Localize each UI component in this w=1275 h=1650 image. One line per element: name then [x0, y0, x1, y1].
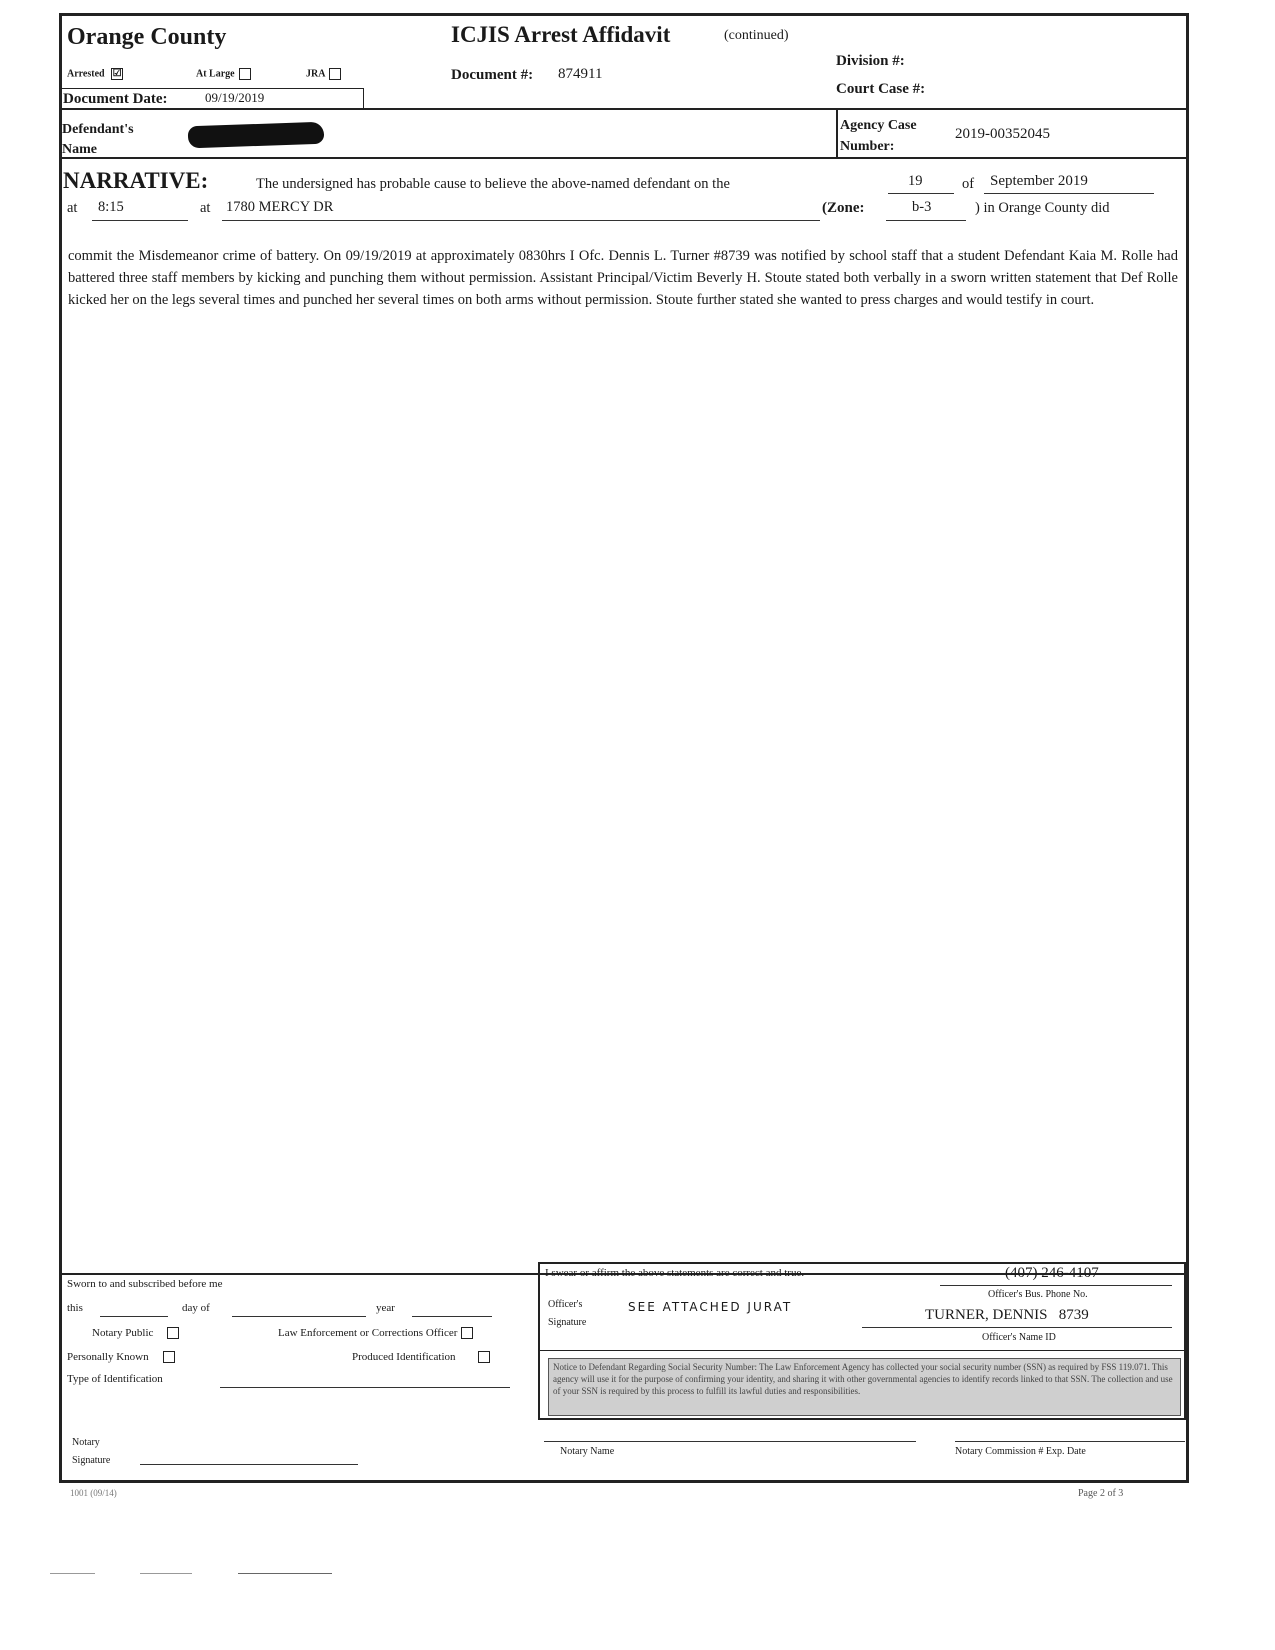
county-title: Orange County [67, 24, 227, 50]
see-attached-jurat: SEE ATTACHED JURAT [628, 1300, 793, 1314]
zone-underline [886, 220, 966, 221]
defendant-divider [59, 157, 1189, 159]
notary-signature-label: Notary Signature [72, 1437, 111, 1466]
at-large-checkbox[interactable] [196, 68, 251, 80]
court-case-label: Court Case #: [836, 81, 926, 97]
narrative-at-label-2: at [200, 200, 211, 216]
narrative-at-label: at [67, 200, 78, 216]
this-label: this [67, 1302, 83, 1314]
notary-commission-underline [955, 1441, 1185, 1442]
defendant-name-label: Defendant's Name [62, 122, 134, 157]
form-number: 1001 (09/14) [70, 1488, 117, 1498]
swear-statement: I swear or affirm the above statements are correct and true. [545, 1267, 805, 1279]
agency-case-label: Agency Case Number: [840, 118, 917, 154]
notary-public-box-icon [167, 1327, 179, 1339]
arrested-label: Arrested [67, 68, 105, 80]
month-underline [984, 193, 1154, 194]
narrative-body: commit the Misdemeanor crime of battery. On 09/19/2019 at approximately 0830hrs I Ofc. Dennis L. Turner #8739 was notified by school staff that a student Defendant Kaia M. Rolle had battered three staff members by kicking and punching them without permission. Assistant Principal/Victim Beverly H. Stoute stated both verbally in a sworn written statement that Def Rolle kicked her on the legs several times and punched her several times on both arms without permission. Stoute further stated she wanted to press charges and would testify in court. [68, 248, 1178, 308]
county-suffix: ) in Orange County did [975, 200, 1110, 216]
leo-box-icon [461, 1327, 473, 1339]
scan-mark [238, 1573, 332, 1574]
notice-divider [538, 1350, 1186, 1351]
notary-public-label: Notary Public [92, 1327, 154, 1339]
document-num-label: Document #: [451, 67, 534, 83]
narrative-day: 19 [908, 173, 923, 189]
scan-mark [140, 1573, 192, 1574]
officer-name: TURNER, DENNIS 8739 [925, 1307, 1089, 1323]
day-underline [888, 193, 954, 194]
location-underline [222, 220, 820, 221]
sworn-label: Sworn to and subscribed before me [67, 1278, 223, 1290]
produced-id-checkbox[interactable] [352, 1351, 490, 1363]
personally-known-box-icon [163, 1351, 175, 1363]
notary-commission-label: Notary Commission # Exp. Date [955, 1446, 1086, 1457]
arrested-checkbox[interactable] [67, 68, 123, 80]
narrative-of-label: of [962, 176, 975, 192]
narrative-intro: The undersigned has probable cause to believe the above-named defendant on the [256, 176, 730, 192]
narrative-heading: NARRATIVE: [63, 168, 209, 193]
continued-label: (continued) [724, 28, 789, 43]
jra-checkbox[interactable] [306, 68, 341, 80]
at-large-box-icon [239, 68, 251, 80]
ssn-notice: Notice to Defendant Regarding Social Security Number: The Law Enforcement Agency has collected your social security number (SSN) as required by FSS 119.071. This agency will use it for the purpose of confirming your identity, and sharing it with other governmental agencies to identify records linked to that SSN. The collection and use of your SSN is required by this process to fulfill its lawful duties and responsibilities. [548, 1358, 1181, 1416]
officer-name-label: Officer's Name ID [982, 1332, 1056, 1343]
phone-underline [940, 1285, 1172, 1286]
at-large-label: At Large [196, 68, 235, 80]
officer-signature-label: Officer's Signature [548, 1299, 587, 1328]
agency-case-number: 2019-00352045 [955, 126, 1050, 142]
notary-name-label: Notary Name [560, 1446, 615, 1457]
zone-value: b-3 [912, 199, 932, 215]
form-title: ICJIS Arrest Affidavit [451, 22, 671, 47]
arrested-check-icon: ☑ [112, 68, 122, 79]
personally-known-label: Personally Known [67, 1351, 149, 1363]
year-label: year [376, 1302, 395, 1314]
personally-known-checkbox[interactable] [67, 1351, 175, 1363]
scan-mark [50, 1573, 95, 1574]
narrative-month-year: September 2019 [990, 173, 1088, 189]
day-of-underline [232, 1316, 366, 1317]
notary-signature-underline [140, 1464, 358, 1465]
time-underline [92, 220, 188, 221]
agency-case-divider [836, 108, 838, 157]
narrative-time: 8:15 [98, 199, 124, 215]
page-number: Page 2 of 3 [1078, 1488, 1124, 1499]
year-underline [412, 1316, 492, 1317]
officer-phone: (407) 246-4107 [1005, 1265, 1099, 1281]
document-num-value: 874911 [558, 66, 603, 82]
day-of-label: day of [182, 1302, 210, 1314]
officer-name-underline [862, 1327, 1172, 1328]
leo-checkbox[interactable] [278, 1327, 473, 1339]
produced-id-box-icon [478, 1351, 490, 1363]
zone-label: (Zone: [822, 200, 865, 216]
leo-label: Law Enforcement or Corrections Officer [278, 1327, 458, 1339]
document-date-label: Document Date: [63, 91, 168, 107]
notary-name-underline [544, 1441, 916, 1442]
produced-id-label: Produced Identification [352, 1351, 456, 1363]
type-id-underline [220, 1387, 510, 1388]
type-id-label: Type of Identification [67, 1373, 163, 1385]
narrative-location: 1780 MERCY DR [226, 199, 334, 215]
officer-phone-label: Officer's Bus. Phone No. [988, 1289, 1088, 1300]
this-underline [100, 1316, 168, 1317]
division-label: Division #: [836, 53, 905, 69]
notary-public-checkbox[interactable] [92, 1327, 179, 1339]
jra-box-icon [329, 68, 341, 80]
document-date-value: 09/19/2019 [205, 90, 265, 105]
jra-label: JRA [306, 68, 326, 80]
